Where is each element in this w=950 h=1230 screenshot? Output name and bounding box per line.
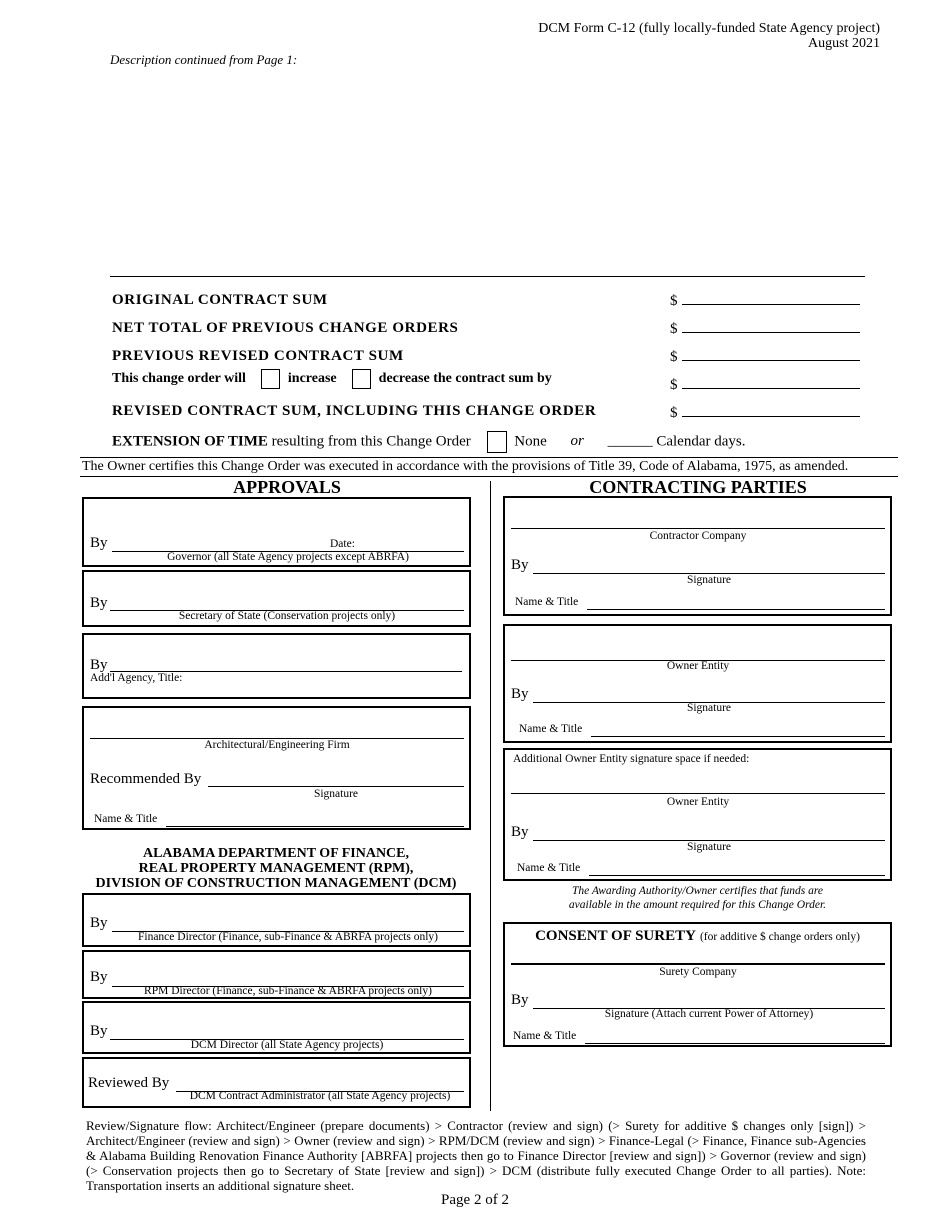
recommended-by-line[interactable]	[208, 772, 464, 787]
contract-administrator-box[interactable]: Reviewed By DCM Contract Administrator (all State Agency projects)	[82, 1057, 471, 1108]
dcm-director-line[interactable]	[110, 1025, 464, 1040]
contracting-parties-title: CONTRACTING PARTIES	[589, 477, 807, 497]
column-divider	[490, 481, 491, 1111]
owner-signature-line[interactable]	[533, 688, 885, 703]
dcm-heading: ALABAMA DEPARTMENT OF FINANCE, REAL PROPERTY MANAGEMENT (RPM), DIVISION OF CONSTRUCTION MANAGEMENT (DCM)	[95, 846, 457, 891]
secretary-signature-box[interactable]: By Secretary of State (Conservation projects only)	[82, 570, 471, 627]
additional-owner-caption: Additional Owner Entity signature space if needed:	[513, 753, 750, 765]
rpm-director-box[interactable]: By RPM Director (Finance, sub-Finance & ABRFA projects only)	[82, 950, 471, 999]
secretary-signature-line[interactable]	[110, 596, 464, 611]
surety-name-title-line[interactable]	[585, 1030, 885, 1044]
net-total-field[interactable]: $	[670, 320, 860, 338]
contractor-company-caption: Contractor Company	[649, 530, 747, 542]
decrease-checkbox[interactable]	[352, 369, 371, 389]
firm-name-line[interactable]	[90, 724, 464, 739]
surety-heading: CONSENT OF SURETY (for additive $ change orders only)	[535, 928, 860, 944]
form-date: August 2021	[808, 36, 880, 51]
surety-company-line[interactable]	[511, 951, 885, 965]
none-checkbox[interactable]	[487, 431, 507, 453]
consent-of-surety-box[interactable]: CONSENT OF SURETY (for additive $ change orders only) Surety Company By Signature (Attach current Power of Attorney) Name & Title	[503, 922, 892, 1047]
additional-agency-line[interactable]	[110, 657, 462, 672]
recommended-signature-caption: Signature	[313, 788, 359, 800]
owner-signature-caption: Signature	[686, 702, 732, 714]
extension-of-time-row: EXTENSION OF TIME resulting from this Change Order None or ______ Calendar days.	[112, 431, 745, 453]
form-id: DCM Form C-12 (fully locally-funded State Agency project)	[538, 21, 880, 36]
certification-top-rule	[80, 457, 898, 458]
approvals-title: APPROVALS	[233, 477, 341, 497]
governor-signature-line[interactable]	[112, 537, 464, 552]
architect-name-title-line[interactable]	[166, 813, 464, 827]
surety-signature-caption: Signature (Attach current Power of Attorney)	[604, 1008, 814, 1020]
previous-revised-label: PREVIOUS REVISED CONTRACT SUM	[112, 348, 404, 364]
owner-certification: The Owner certifies this Change Order was executed in accordance with the provisions of Title 39, Code of Alabama, 1975, as amended.	[82, 459, 849, 474]
net-total-label: NET TOTAL OF PREVIOUS CHANGE ORDERS	[112, 320, 459, 336]
contractor-box[interactable]: Contractor Company By Signature Name & Title	[503, 496, 892, 616]
review-signature-flow: Review/Signature flow: Architect/Engineer (prepare documents) > Contractor (review and sign) (> Surety for additive $ changes only [sign]) > Architect/Engineer (review and sign) > Owner (review and sign) > RPM/DCM (review and sign) > Finance-Legal (> Finance, Finance sub-Agencies & Alabama Building Renovation Finance Authority [ABRFA] projects then go to Finance Director [review and sign]) > Governor (review and sign) (> Conservation projects then go to Secretary of State [review and sign]) > DCM (distribute fully executed Change Order to all parties). Note: Transportation inserts an additional signature sheet.	[86, 1118, 866, 1193]
original-contract-sum-field[interactable]: $	[670, 292, 860, 310]
additional-agency-box[interactable]: By Add'l Agency, Title:	[82, 633, 471, 699]
change-direction-row: This change order will increase decrease the contract sum by	[112, 369, 552, 389]
governor-signature-box[interactable]: By Date: Governor (all State Agency projects except ABRFA)	[82, 497, 471, 567]
contractor-signature-line[interactable]	[533, 559, 885, 574]
rpm-director-caption: RPM Director (Finance, sub-Finance & ABRFA projects only)	[144, 985, 432, 997]
additional-owner-signature-caption: Signature	[686, 841, 732, 853]
secretary-caption: Secretary of State (Conservation projects only)	[178, 610, 396, 622]
firm-caption: Architectural/Engineering Firm	[204, 739, 350, 751]
contractor-name-title-line[interactable]	[587, 596, 885, 610]
increase-checkbox[interactable]	[261, 369, 280, 389]
surety-company-caption: Surety Company	[659, 966, 737, 978]
contractor-signature-caption: Signature	[686, 574, 732, 586]
finance-director-box[interactable]: By Finance Director (Finance, sub-Finance & ABRFA projects only)	[82, 893, 471, 947]
description-label: Description continued from Page 1:	[110, 52, 298, 67]
contract-administrator-caption: DCM Contract Administrator (all State Agency projects)	[189, 1090, 451, 1102]
previous-revised-field[interactable]: $	[670, 348, 860, 366]
calendar-days-field[interactable]: ______	[607, 433, 653, 450]
additional-owner-entity-line[interactable]	[511, 781, 885, 794]
page-number: Page 2 of 2	[441, 1192, 509, 1208]
original-contract-sum-label: ORIGINAL CONTRACT SUM	[112, 292, 328, 308]
description-bottom-rule	[110, 276, 865, 277]
owner-entity-line[interactable]	[511, 646, 885, 661]
owner-box[interactable]: Owner Entity By Signature Name & Title	[503, 624, 892, 743]
additional-owner-signature-line[interactable]	[533, 826, 885, 841]
finance-director-line[interactable]	[112, 917, 464, 932]
surety-signature-line[interactable]	[533, 994, 885, 1009]
architect-engineer-box[interactable]: Architectural/Engineering Firm Recommended By Signature Name & Title	[82, 706, 471, 830]
revised-sum-label: REVISED CONTRACT SUM, INCLUDING THIS CHANGE ORDER	[112, 403, 597, 419]
additional-owner-entity-caption: Owner Entity	[666, 796, 730, 808]
dcm-director-box[interactable]: By DCM Director (all State Agency projects)	[82, 1001, 471, 1054]
additional-owner-name-title-line[interactable]	[589, 862, 885, 876]
contractor-company-line[interactable]	[511, 516, 885, 529]
owner-entity-caption: Owner Entity	[666, 660, 730, 672]
dcm-director-caption: DCM Director (all State Agency projects)	[190, 1039, 384, 1051]
change-amount-field[interactable]: $	[670, 376, 860, 394]
additional-owner-box[interactable]: Additional Owner Entity signature space if needed: Owner Entity By Signature Name & Title	[503, 748, 892, 881]
finance-director-caption: Finance Director (Finance, sub-Finance & ABRFA projects only)	[137, 931, 438, 943]
revised-sum-field[interactable]: $	[670, 404, 860, 422]
form-header	[538, 21, 880, 51]
owner-name-title-line[interactable]	[591, 723, 885, 737]
funds-certification: The Awarding Authority/Owner certifies that funds are available in the amount required for this Change Order.	[568, 885, 827, 911]
additional-agency-caption: Add'l Agency, Title:	[90, 672, 183, 684]
governor-caption: Governor (all State Agency projects except ABRFA)	[167, 551, 409, 563]
